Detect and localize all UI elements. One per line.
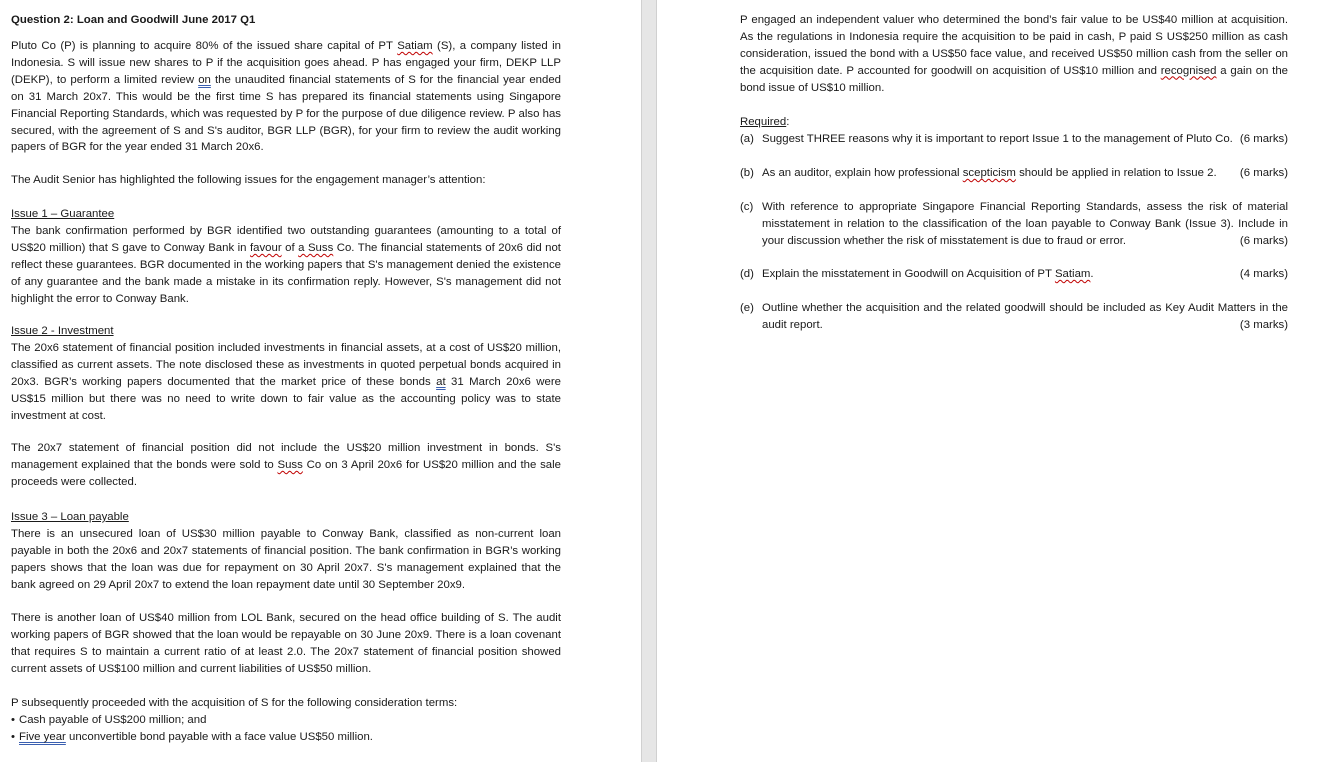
question-c: (c) With reference to appropriate Singapore Financial Reporting Standards, assess the risk of material misstatement in relation to the classification of the loan payable to Conway Bank (Issue 3). Include in your discussion whether the risk of misstatement is due to fraud or error. (6 marks) — [740, 199, 1288, 250]
spelling-flag: Satiam — [397, 40, 433, 52]
issue-2-heading: Issue 2 - Investment — [11, 325, 114, 337]
issue-3-paragraph: There is an unsecured loan of US$30 million payable to Conway Bank, classified as non-current loan payable in both the 20x6 and 20x7 statements of financial position. The bank confirmation in BGR’s working papers shows that the loan was due for repayment on 30 April 20x7. S's management explained that the bank agreed on 29 April 20x7 to extend the loan repayment date until 30 September 20x9. — [11, 528, 561, 591]
audit-senior-note: The Audit Senior has highlighted the following issues for the engagement manager’s attention: — [11, 174, 486, 186]
question-b-marks: (6 marks) — [1239, 167, 1288, 179]
question-a-label: (a) — [740, 133, 754, 145]
page-gutter — [641, 0, 657, 762]
question-d-label: (d) — [740, 268, 754, 280]
left-page — [0, 0, 641, 762]
spelling-flag: a Suss — [298, 241, 334, 254]
issue-2-paragraph: The 20x6 statement of financial position included investments in financial assets, at a cost of US$20 million, classified as current assets. The note disclosed these as investments in quoted perpetual bonds acquired in 20x3. BGR’s working papers documented that the market price of these bonds at 31 March 20x6 were US$15 million but there was no need to write down to fair value as the accounting policy was to state investment at cost. — [11, 342, 561, 422]
question-a-marks: (6 marks) — [1239, 133, 1288, 145]
grammar-flag: on — [198, 73, 211, 86]
issue-1-paragraph: The bank confirmation performed by BGR identified two outstanding guarantees (amounting to a total of US$20 million) that S gave to Conway Bank in favour of a Suss Co. The financial statements of 20x6 did not reflect these guarantees. BGR documented in the working papers that S's management denied the existence of any guarantee and the bank made a mistake in its confirmation reply. However, S's management did not highlight the error to Conway Bank. — [11, 225, 561, 305]
spelling-flag: favour — [249, 241, 282, 254]
spelling-flag: Satiam — [1054, 268, 1091, 280]
question-title: Question 2: Loan and Goodwill June 2017 Q1 — [11, 14, 256, 26]
question-e-marks: (3 marks) — [1239, 318, 1288, 331]
question-d-marks: (4 marks) — [1239, 268, 1288, 280]
spelling-flag: Suss — [277, 458, 303, 471]
question-b: (b) As an auditor, explain how professional scepticism should be applied in relation to Issue 2. (6 marks) — [740, 165, 1288, 182]
intro-paragraph: Pluto Co (P) is planning to acquire 80% of the issued share capital of PT Satiam (S), a company listed in Indonesia. S will issue new shares to P if the acquisition goes ahead. P has engaged your firm, DEKP LLP (DEKP), to perform a limited review on the unaudited financial statements of S for the financial year ended on 31 March 20x7. This would be the first time S has prepared its financial statements using Singapore Financial Reporting Standards, which was requested by P for the purpose of due diligence review. P also has secured, with the agreement of S and S's auditor, BGR LLP (BGR), for your firm to review the audit working papers of BGR for the year ended 31 March 20x6. — [11, 40, 561, 154]
consideration-bullet-1: • Cash payable of US$200 million; and — [11, 712, 561, 729]
consideration-intro: P subsequently proceeded with the acquisition of S for the following consideration terms: — [11, 697, 458, 709]
question-b-label: (b) — [740, 167, 754, 179]
grammar-flag: at — [436, 375, 446, 388]
question-a: (a) Suggest THREE reasons why it is important to report Issue 1 to the management of Pluto Co. (6 marks) — [740, 131, 1288, 148]
question-e-label: (e) — [740, 302, 754, 314]
spelling-flag: recognised — [1160, 64, 1217, 77]
issue-3-paragraph-2: There is another loan of US$40 million from LOL Bank, secured on the head office building of S. The audit working papers of BGR showed that the loan would be repayable on 30 June 20x9. There is a loan covenant that requires S to maintain a current ratio of at least 2.0. The 20x7 statement of financial position showed current assets of US$100 million and current liabilities of US$50 million. — [11, 612, 561, 675]
issue-2-paragraph-2: The 20x7 statement of financial position did not include the US$20 million investment in bonds. S's management explained that the bonds were sold to Suss Co on 3 April 20x6 for US$20 million and the sale proceeds were collected. — [11, 442, 561, 488]
valuation-paragraph: P engaged an independent valuer who determined the bond’s fair value to be US$40 million at acquisition. As the regulations in Indonesia require the acquisition to be paid in cash, P paid S US$250 million as cash consideration, issued the bond with a US$50 face value, and received US$50 million cash from the seller on the acquisition date. P accounted for goodwill on acquisition of US$10 million and recognised a gain on the bond issue of US$10 million. — [740, 14, 1288, 94]
right-page — [657, 0, 1322, 762]
issue-1-heading: Issue 1 – Guarantee — [11, 208, 115, 220]
issue-3-heading: Issue 3 – Loan payable — [11, 511, 129, 523]
spelling-flag: scepticism — [962, 167, 1016, 179]
consideration-bullet-2: • Five year unconvertible bond payable with a face value US$50 million. — [11, 731, 373, 743]
grammar-flag: Five year — [19, 731, 66, 743]
question-d: (d) Explain the misstatement in Goodwill on Acquisition of PT Satiam. (4 marks) — [740, 266, 1288, 283]
question-c-label: (c) — [740, 201, 754, 213]
required-heading: Required: — [740, 116, 790, 128]
question-e: (e) Outline whether the acquisition and the related goodwill should be included as Key Audit Matters in the audit report. (3 marks) — [740, 300, 1288, 334]
question-c-marks: (6 marks) — [1239, 234, 1288, 247]
